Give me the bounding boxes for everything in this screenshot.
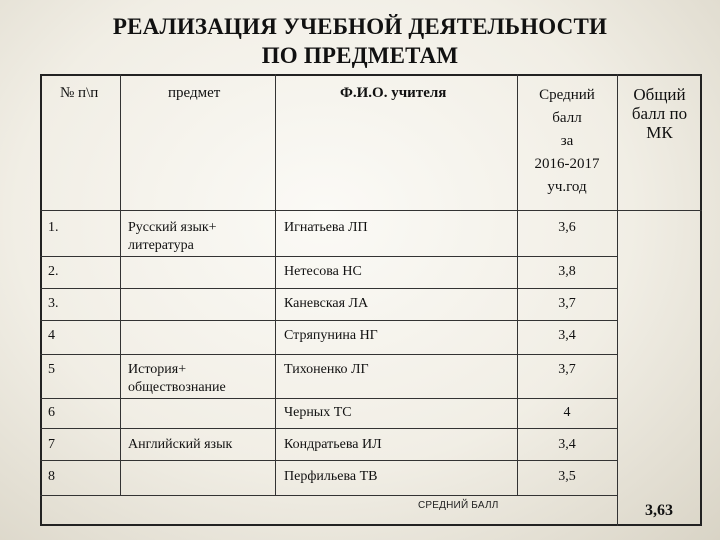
row-8-num: 8 (48, 469, 55, 484)
row-1-subject-line-1: Русский язык+ (128, 220, 217, 235)
row-7-num: 7 (48, 437, 55, 452)
row-3-num: 3. (48, 296, 59, 311)
page-title (0, 12, 720, 70)
row-1-teacher: Игнатьева ЛП (284, 220, 368, 235)
row-divider-8 (40, 495, 618, 496)
row-4-num: 4 (48, 328, 55, 343)
row-8-teacher: Перфильева ТВ (284, 469, 378, 484)
row-divider-6 (40, 428, 618, 429)
row-5-subject-line-1: История+ (128, 362, 187, 377)
row-6-teacher: Черных ТС (284, 405, 352, 420)
row-5-subject (128, 361, 226, 397)
row-4-teacher: Стряпунина НГ (284, 328, 378, 343)
row-2-teacher: Нетесова НС (284, 264, 362, 279)
row-1-num: 1. (48, 220, 59, 235)
header-avg (517, 84, 617, 199)
average-score-label: СРЕДНИЙ БАЛЛ (418, 500, 499, 511)
header-avg-line-4: 2016-2017 (534, 156, 600, 172)
row-2-num: 2. (48, 264, 59, 279)
header-avg-line-3: за (560, 133, 574, 149)
row-divider-header (40, 210, 702, 211)
row-1-avg: 3,6 (558, 220, 576, 235)
row-5-teacher: Тихоненко ЛГ (284, 362, 369, 377)
header-teacher: Ф.И.О. учителя (340, 85, 447, 101)
row-7-avg: 3,4 (558, 437, 576, 452)
title-line-1: РЕАЛИЗАЦИЯ УЧЕБНОЙ ДЕЯТЕЛЬНОСТИ (112, 14, 608, 39)
row-6-num: 6 (48, 405, 55, 420)
row-5-subject-line-2: обществознание (128, 380, 226, 395)
header-avg-line-5: уч.год (547, 179, 587, 195)
row-3-avg: 3,7 (558, 296, 576, 311)
row-2-avg: 3,8 (558, 264, 576, 279)
row-1-subject (128, 219, 217, 255)
header-total-line-2: балл по (631, 104, 688, 123)
row-divider-7 (40, 460, 618, 461)
row-divider-3 (40, 320, 618, 321)
row-4-avg: 3,4 (558, 328, 576, 343)
row-divider-5 (40, 398, 618, 399)
row-5-num: 5 (48, 362, 55, 377)
header-total (617, 85, 702, 142)
row-3-teacher: Каневская ЛА (284, 296, 369, 311)
row-7-subject: Английский язык (128, 437, 233, 452)
header-total-line-1: Общий (633, 85, 686, 104)
row-divider-2 (40, 288, 618, 289)
row-1-subject-line-2: литература (128, 238, 194, 253)
row-6-avg: 4 (563, 405, 571, 420)
col-divider-2 (275, 74, 276, 496)
header-num: № п\п (60, 85, 99, 101)
row-divider-1 (40, 256, 618, 257)
col-divider-1 (120, 74, 121, 496)
header-avg-line-2: балл (552, 110, 582, 126)
overall-average-score: 3,63 (645, 502, 673, 519)
row-8-avg: 3,5 (558, 469, 576, 484)
header-avg-line-1: Средний (539, 87, 595, 103)
row-5-avg: 3,7 (558, 362, 576, 377)
title-line-2: ПО ПРЕДМЕТАМ (261, 43, 459, 68)
row-7-teacher: Кондратьева ИЛ (284, 437, 382, 452)
header-subject: предмет (168, 85, 221, 101)
row-divider-4 (40, 354, 618, 355)
header-total-line-3: МК (646, 123, 673, 142)
